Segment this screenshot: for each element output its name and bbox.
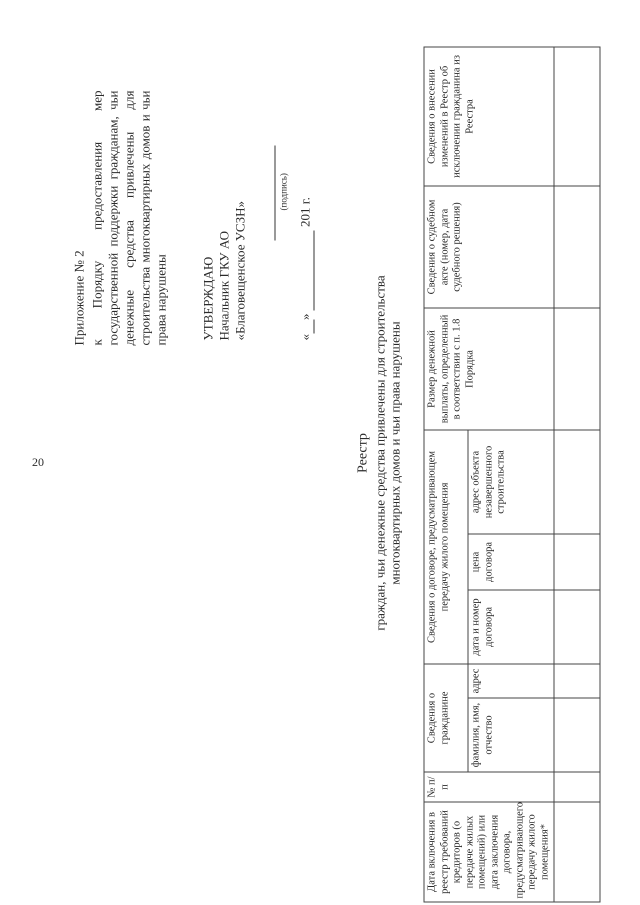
date-day-blank <box>297 320 314 334</box>
register-title: Реестр <box>355 432 370 473</box>
table-cell <box>554 802 600 902</box>
subheader-full-name: фамилия, имя, отчество <box>468 698 554 772</box>
subheader-contract-date-number: дата и номер договора <box>468 589 554 663</box>
date-line <box>297 110 314 340</box>
table-header-row-1 <box>424 46 468 901</box>
subheader-contract-price: цена договора <box>468 533 554 589</box>
signature-line <box>260 145 275 240</box>
date-close-quote: » <box>297 313 312 320</box>
approval-block <box>200 110 314 340</box>
register-table <box>423 46 600 902</box>
annex-text: к Порядку предоставления мер государственной поддержки гражданам, чьи денежные средства привлечены для строительства многоквартирных домов и чьи права нарушены <box>89 90 168 345</box>
signature-caption: (подпись) <box>278 172 288 210</box>
header-register-changes: Сведения о внесении изменений в Реестр об исключении гражданина из Реестра <box>424 46 554 185</box>
table-cell <box>554 429 600 533</box>
page-number: 20 <box>32 455 44 469</box>
table-cell <box>554 589 600 663</box>
approver-position: Начальник ГКУ АО <box>216 230 231 340</box>
subheader-object-address: адрес объекта незавершенного строительства <box>468 429 554 533</box>
register-subtitle-line-2: многоквартирных домов и чьи права нарушены <box>387 320 402 585</box>
table-cell <box>554 772 600 802</box>
table-cell <box>554 533 600 589</box>
table-row <box>554 46 600 901</box>
table-cell <box>554 46 600 185</box>
table-cell <box>554 698 600 772</box>
date-year: 201 г. <box>297 196 312 227</box>
header-citizen-info: Сведения о гражданине <box>424 663 468 771</box>
header-court-act: Сведения о судебном акте (номер, дата судебного решения) <box>424 185 554 307</box>
date-open-quote: « <box>297 333 312 340</box>
register-subtitle-line-1: граждан, чьи денежные средства привлечены для строительства <box>372 274 387 631</box>
header-number: № п/п <box>424 772 554 802</box>
subheader-address: адрес <box>468 663 554 697</box>
table-cell <box>554 185 600 307</box>
table-cell <box>554 663 600 697</box>
header-payment-amount: Размер денежной выплаты, определенный в соответствии с п. 1.8 Порядка <box>424 307 554 429</box>
register-subtitle <box>372 0 402 905</box>
approved-label: УТВЕРЖДАЮ <box>200 256 215 340</box>
date-month-blank <box>297 230 314 310</box>
annex-title: Приложение № 2 <box>71 249 86 345</box>
annex-block <box>71 90 169 345</box>
header-inclusion-date: Дата включения в реестр требований кредиторов (о передаче жилых помещений) или дата заключения договора, предусматривающего передачу жилого помещения* <box>424 802 554 902</box>
header-contract-info: Сведения о договоре, предусматривающем передачу жилого помещения <box>424 429 468 663</box>
approver-org: «Благовещенское УСЗН» <box>232 200 247 340</box>
table-cell <box>554 307 600 429</box>
